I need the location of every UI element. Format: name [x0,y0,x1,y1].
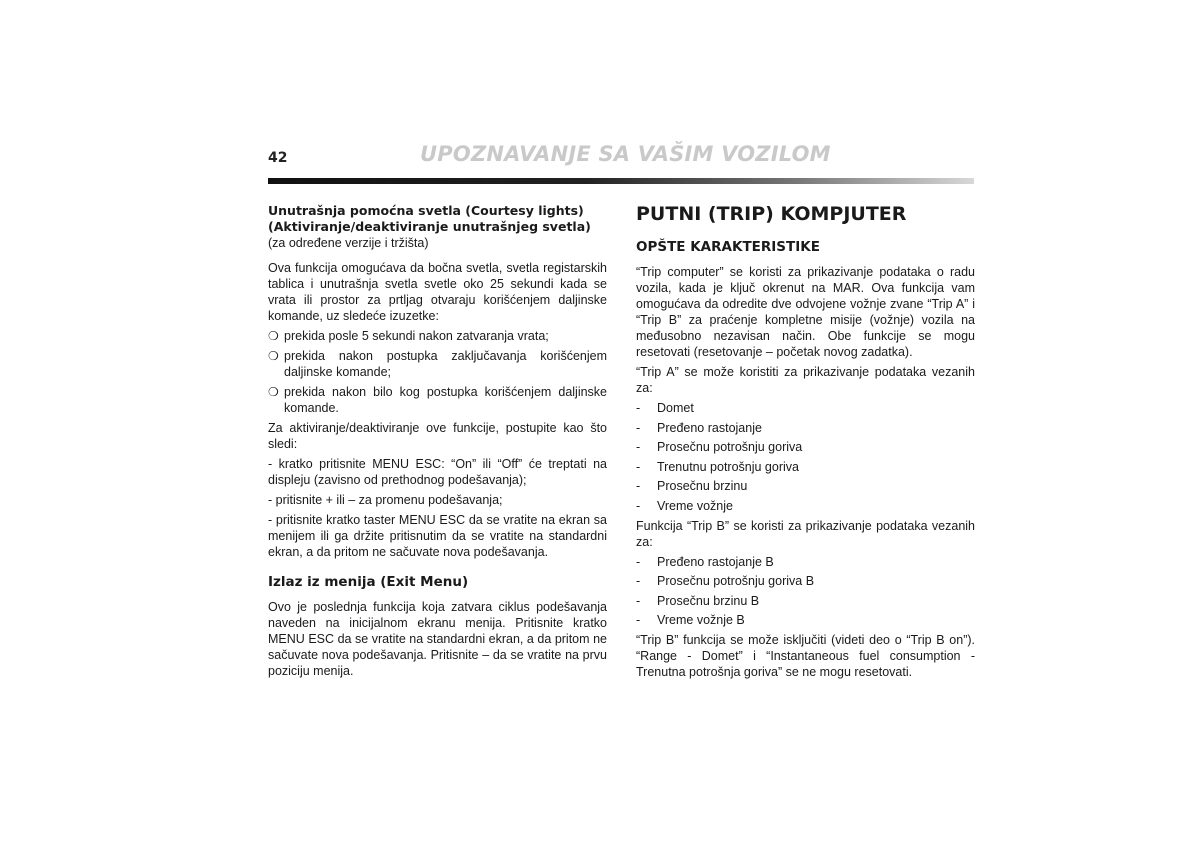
list-item-text: Prosečnu brzinu [657,479,748,494]
step-plus-minus: - pritisnite + ili – za promenu podešavanja; [268,493,503,507]
list-item [636,554,975,570]
circle-bullet-icon: ❍ [268,349,279,363]
dash-bullet: - [636,554,641,569]
courtesy-intro: Ova funkcija omogućava da bočna svetla, svetla registarskih tablica i unutrašnja svetla svetle oko 25 sekundi kada se vrata ili prostor za prtljag otvaraju korišćenjem daljinske komande, uz sledeće izuzetke: [268,261,607,323]
list-item-text: Prosečnu brzinu B [657,593,760,608]
list-item-text: Domet [657,401,694,415]
list-item-text: prekida posle 5 sekundi nakon zatvaranja vrata; [284,329,549,343]
dash-bullet: - [636,459,641,474]
list-item [636,498,975,514]
courtesy-lights-note: (za određene verzije i tržišta) [268,236,429,250]
dash-bullet: - [636,593,641,608]
circle-bullet-icon: ❍ [268,329,279,343]
list-item [636,459,975,475]
header-bar [268,178,974,184]
list-item-text: Prosečnu potrošnju goriva [657,440,803,455]
dash-bullet: - [636,440,641,455]
circle-bullet-icon: ❍ [268,385,279,399]
list-item [636,400,975,416]
dash-bullet: - [636,574,641,589]
dash-bullet: - [636,420,641,435]
exit-menu-heading: Izlaz iz menija (Exit Menu) [268,574,469,590]
step-return: - pritisnite kratko taster MENU ESC da se vratite na ekran sa menijem ili ga držite pritisnutim da se vratite na standardni ekran, a da pritom ne sačuvate nova podešavanja. [268,513,607,559]
trip-intro: “Trip computer” se koristi za prikazivanje podataka o radu vozila, kada je ključ okrenut na MAR. Ova funkcija vam omogućava da odredite dve odvojene vožnje zvane “Trip A” i “Trip B” za praćenje kompletne misije (vožnje) vozila na međusobno nezavisan način. Obe funkcije se mogu resetovati (resetovanje – početak novog zadatka). [636,265,975,359]
step-menu-esc: - kratko pritisnite MENU ESC: “On” ili “Off” će treptati na displeju (zavisno od prethodnog podešavanja); [268,457,607,487]
list-item-text: Pređeno rastojanje [657,420,762,435]
list-item [636,439,975,455]
dash-bullet: - [636,479,641,494]
dash-bullet: - [636,498,641,513]
list-item-text: Pređeno rastojanje B [657,554,774,569]
list-item [636,612,975,628]
courtesy-lights-title-line1: Unutrašnja pomoćna svetla (Courtesy lights) [268,203,584,218]
page-number: 42 [268,150,288,166]
right-column [636,203,975,684]
list-item [636,573,975,589]
chapter-title: UPOZNAVANJE SA VAŠIM VOZILOM [420,142,831,166]
trip-b-intro: Funkcija “Trip B” se koristi za prikazivanje podataka vezanih za: [636,518,975,549]
list-item [636,420,975,436]
exit-menu-text: Ovo je poslednja funkcija koja zatvara ciklus podešavanja naveden na inicijalnom ekranu menija. Pritisnite kratko MENU ESC da se vratite na standardni ekran, a da pritom ne sačuvate nova podešavanja. Pritisnite – da se vratite na prvu poziciju menija. [268,600,607,678]
dash-bullet: - [636,401,641,415]
trip-closing: “Trip B” funkcija se može isključiti (videti deo o “Trip B on”). “Range - Domet” i “Instantaneous fuel consumption - Trenutna potrošnja goriva” se ne mogu resetovati. [636,632,975,679]
list-item-text: prekida nakon postupka zaključavanja korišćenjem daljinske komande; [284,349,607,379]
left-column [268,203,607,683]
list-item [268,328,607,344]
list-item-text: Prosečnu potrošnju goriva B [657,574,815,589]
list-item [268,348,607,380]
list-item [636,593,975,609]
trip-a-intro: “Trip A” se može koristiti za prikazivanje podataka vezanih za: [636,365,975,395]
list-item [268,384,607,416]
general-features-heading: OPŠTE KARAKTERISTIKE [636,239,820,255]
list-item-text: Vreme vožnje [657,498,733,513]
list-item-text: Vreme vožnje B [657,613,745,628]
list-item-text: prekida nakon bilo kog postupka korišćenjem daljinske komande. [284,385,607,415]
list-item-text: Trenutnu potrošnju goriva [657,459,799,474]
activation-intro: Za aktiviranje/deaktiviranje ove funkcije, postupite kao što sledi: [268,421,607,451]
courtesy-lights-title-line2: (Aktiviranje/deaktiviranje unutrašnjeg svetla) [268,219,591,234]
list-item [636,478,975,494]
trip-computer-heading: PUTNI (TRIP) KOMPJUTER [636,203,907,225]
dash-bullet: - [636,613,641,628]
